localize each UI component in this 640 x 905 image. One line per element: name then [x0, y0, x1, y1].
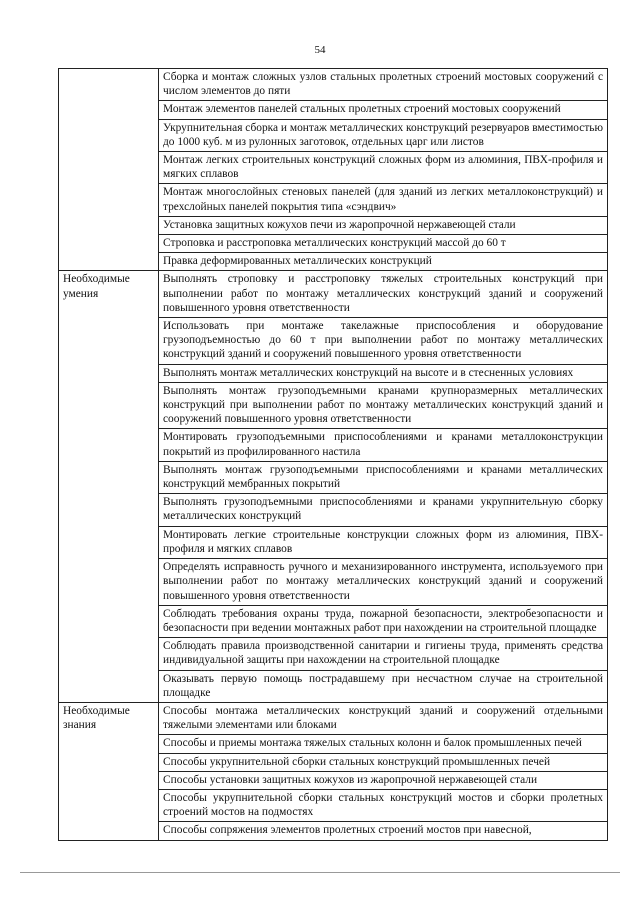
table-row — [59, 702, 608, 734]
table-cell: Монтировать грузоподъемными приспособлениями и кранами металлоконструкции покрытий из профилированного настила — [159, 429, 608, 461]
table-cell: Монтаж многослойных стеновых панелей (для зданий из легких металлоконструкций) и трехслойных панелей покрытия типа «сэндвич» — [159, 184, 608, 216]
table-cell: Сборка и монтаж сложных узлов стальных пролетных строений мостовых сооружений с числом элементов до пяти — [159, 69, 608, 101]
section-label: Необходимые умения — [59, 271, 159, 702]
table-cell: Укрупнительная сборка и монтаж металлических конструкций резервуаров вместимостью до 1000 куб. м из рулонных заготовок, отдельных царг или листов — [159, 119, 608, 151]
table-cell: Определять исправность ручного и механизированного инструмента, используемого при выполнении работ по монтажу металлических конструкций зданий и сооружений повышенного уровня ответственности — [159, 559, 608, 606]
table-cell: Соблюдать требования охраны труда, пожарной безопасности, электробезопасности и безопасности при ведении монтажных работ при нахождении на строительной площадке — [159, 605, 608, 637]
table-cell: Установка защитных кожухов печи из жаропрочной нержавеющей стали — [159, 216, 608, 234]
table-cell: Монтировать легкие строительные конструкции сложных форм из алюминия, ПВХ-профиля и мягких сплавов — [159, 526, 608, 558]
table-cell: Монтаж легких строительных конструкций сложных форм из алюминия, ПВХ-профиля и мягких сплавов — [159, 152, 608, 184]
table-cell: Способы и приемы монтажа тяжелых стальных колонн и балок промышленных печей — [159, 735, 608, 753]
table-cell: Способы сопряжения элементов пролетных строений мостов при навесной, — [159, 822, 608, 840]
table-cell: Способы укрупнительной сборки стальных конструкций промышленных печей — [159, 753, 608, 771]
table-cell: Выполнять монтаж грузоподъемными приспособлениями и кранами металлических конструкций мембранных покрытий — [159, 461, 608, 493]
table-cell: Монтаж элементов панелей стальных пролетных строений мостовых сооружений — [159, 101, 608, 119]
section-label: Необходимые знания — [59, 702, 159, 840]
table-row — [59, 271, 608, 318]
table-cell: Использовать при монтаже такелажные приспособления и оборудование грузоподъемностью до 60 т при выполнении работ по монтажу металлических конструкций зданий и сооружений повышенного уровня ответственности — [159, 318, 608, 365]
section-label — [59, 69, 159, 271]
page-number: 54 — [314, 44, 326, 56]
table-cell: Правка деформированных металлических конструкций — [159, 253, 608, 271]
table-cell: Выполнять грузоподъемными приспособлениями и кранами укрупнительную сборку металлических конструкций — [159, 494, 608, 526]
table-row — [59, 69, 608, 101]
page-bottom-edge — [20, 872, 620, 873]
requirements-table-body — [59, 69, 608, 841]
table-cell: Выполнять монтаж грузоподъемными кранами крупноразмерных металлических конструкций при выполнении работ по монтажу металлических конструкций зданий и сооружений повышенного уровня ответственности — [159, 382, 608, 429]
table-cell: Способы установки защитных кожухов из жаропрочной нержавеющей стали — [159, 771, 608, 789]
table-cell: Соблюдать правила производственной санитарии и гигиены труда, применять средства индивидуальной защиты при нахождении на строительной площадке — [159, 638, 608, 670]
table-cell: Выполнять монтаж металлических конструкций на высоте и в стесненных условиях — [159, 364, 608, 382]
table-cell: Выполнять строповку и расстроповку тяжелых строительных конструкций при выполнении работ по монтажу металлических конструкций зданий и сооружений повышенного уровня ответственности — [159, 271, 608, 318]
table-cell: Способы укрупнительной сборки стальных конструкций мостов и сборки пролетных строений мостов на подмостях — [159, 789, 608, 821]
requirements-table — [58, 68, 608, 841]
table-cell: Оказывать первую помощь пострадавшему при несчастном случае на строительной площадке — [159, 670, 608, 702]
table-cell: Способы монтажа металлических конструкций зданий и сооружений отдельными тяжелыми элементами или блоками — [159, 702, 608, 734]
table-cell: Строповка и расстроповка металлических конструкций массой до 60 т — [159, 235, 608, 253]
